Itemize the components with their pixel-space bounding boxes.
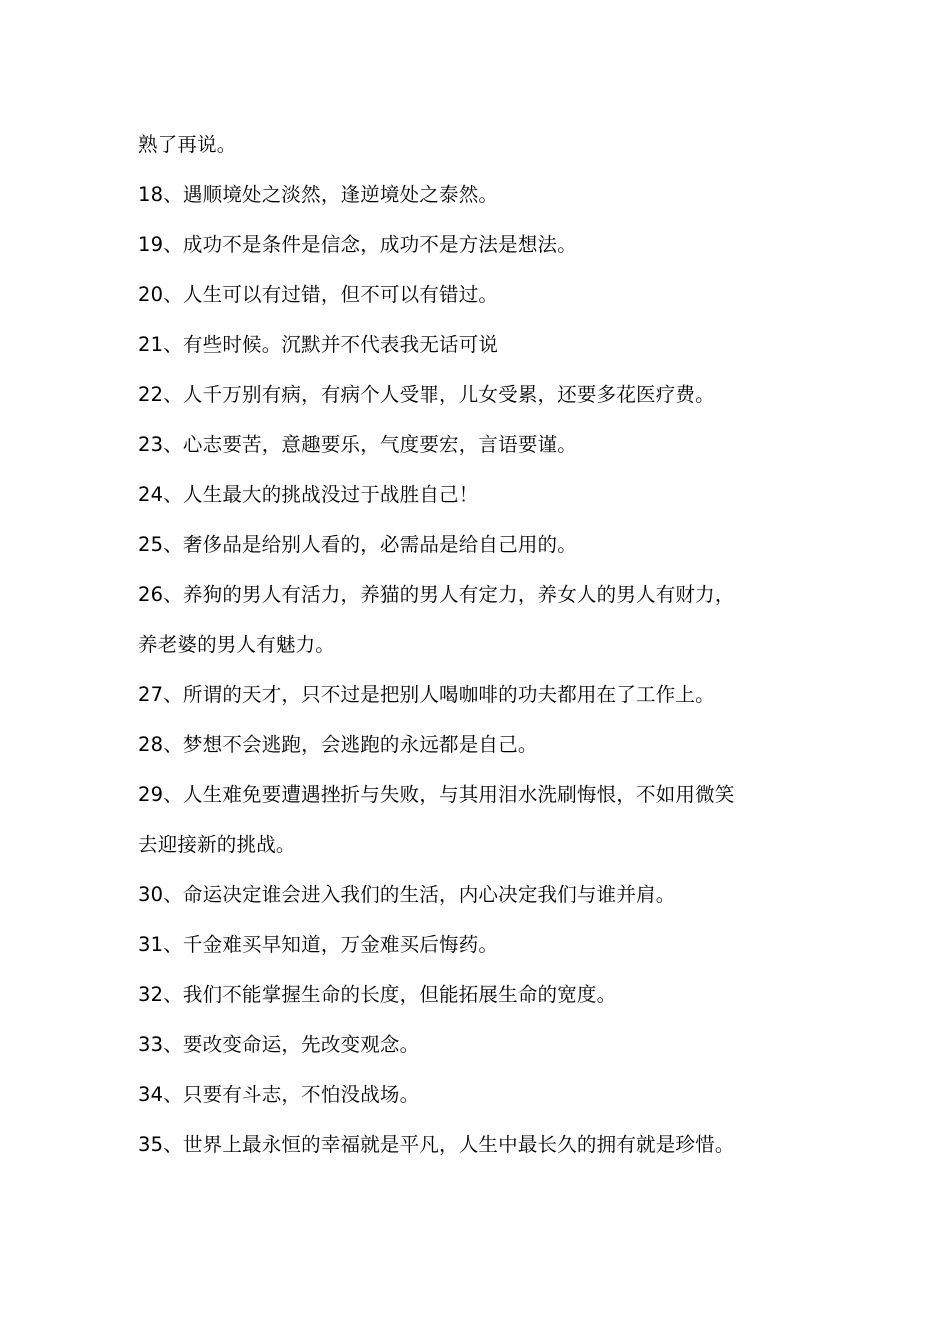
quote-32: 32、我们不能掌握生命的长度，但能拓展生命的宽度。 <box>138 983 617 1006</box>
quote-33: 33、要改变命运，先改变观念。 <box>138 1033 420 1056</box>
quote-31: 31、千金难买早知道，万金难买后悔药。 <box>138 933 499 956</box>
quote-29-continued: 去迎接新的挑战。 <box>138 833 296 856</box>
quote-25: 25、奢侈品是给别人看的，必需品是给自己用的。 <box>138 533 577 556</box>
quote-26-continued: 养老婆的男人有魅力。 <box>138 633 336 656</box>
quote-19: 19、成功不是条件是信念，成功不是方法是想法。 <box>138 233 577 256</box>
quote-21: 21、有些时候。沉默并不代表我无话可说 <box>138 333 499 356</box>
document-body <box>138 120 828 1170</box>
quote-18: 18、遇顺境处之淡然，逢逆境处之泰然。 <box>138 183 499 206</box>
quote-23: 23、心志要苦，意趣要乐，气度要宏，言语要谨。 <box>138 433 577 456</box>
quote-22: 22、人千万别有病，有病个人受罪，儿女受累，还要多花医疗费。 <box>138 383 715 406</box>
quote-26: 26、养狗的男人有活力，养猫的男人有定力，养女人的男人有财力， <box>138 583 735 606</box>
quote-24: 24、人生最大的挑战没过于战胜自己！ <box>138 483 479 506</box>
quote-28: 28、梦想不会逃跑，会逃跑的永远都是自己。 <box>138 733 538 756</box>
quote-34: 34、只要有斗志，不怕没战场。 <box>138 1083 420 1106</box>
quote-20: 20、人生可以有过错，但不可以有错过。 <box>138 283 499 306</box>
quote-29: 29、人生难免要遭遇挫折与失败，与其用泪水洗刷悔恨，不如用微笑 <box>138 783 735 806</box>
text-line-0: 熟了再说。 <box>138 133 237 156</box>
quote-27: 27、所谓的天才，只不过是把别人喝咖啡的功夫都用在了工作上。 <box>138 683 715 706</box>
quote-35: 35、世界上最永恒的幸福就是平凡，人生中最长久的拥有就是珍惜。 <box>138 1133 735 1156</box>
quote-30: 30、命运决定谁会进入我们的生活，内心决定我们与谁并肩。 <box>138 883 676 906</box>
